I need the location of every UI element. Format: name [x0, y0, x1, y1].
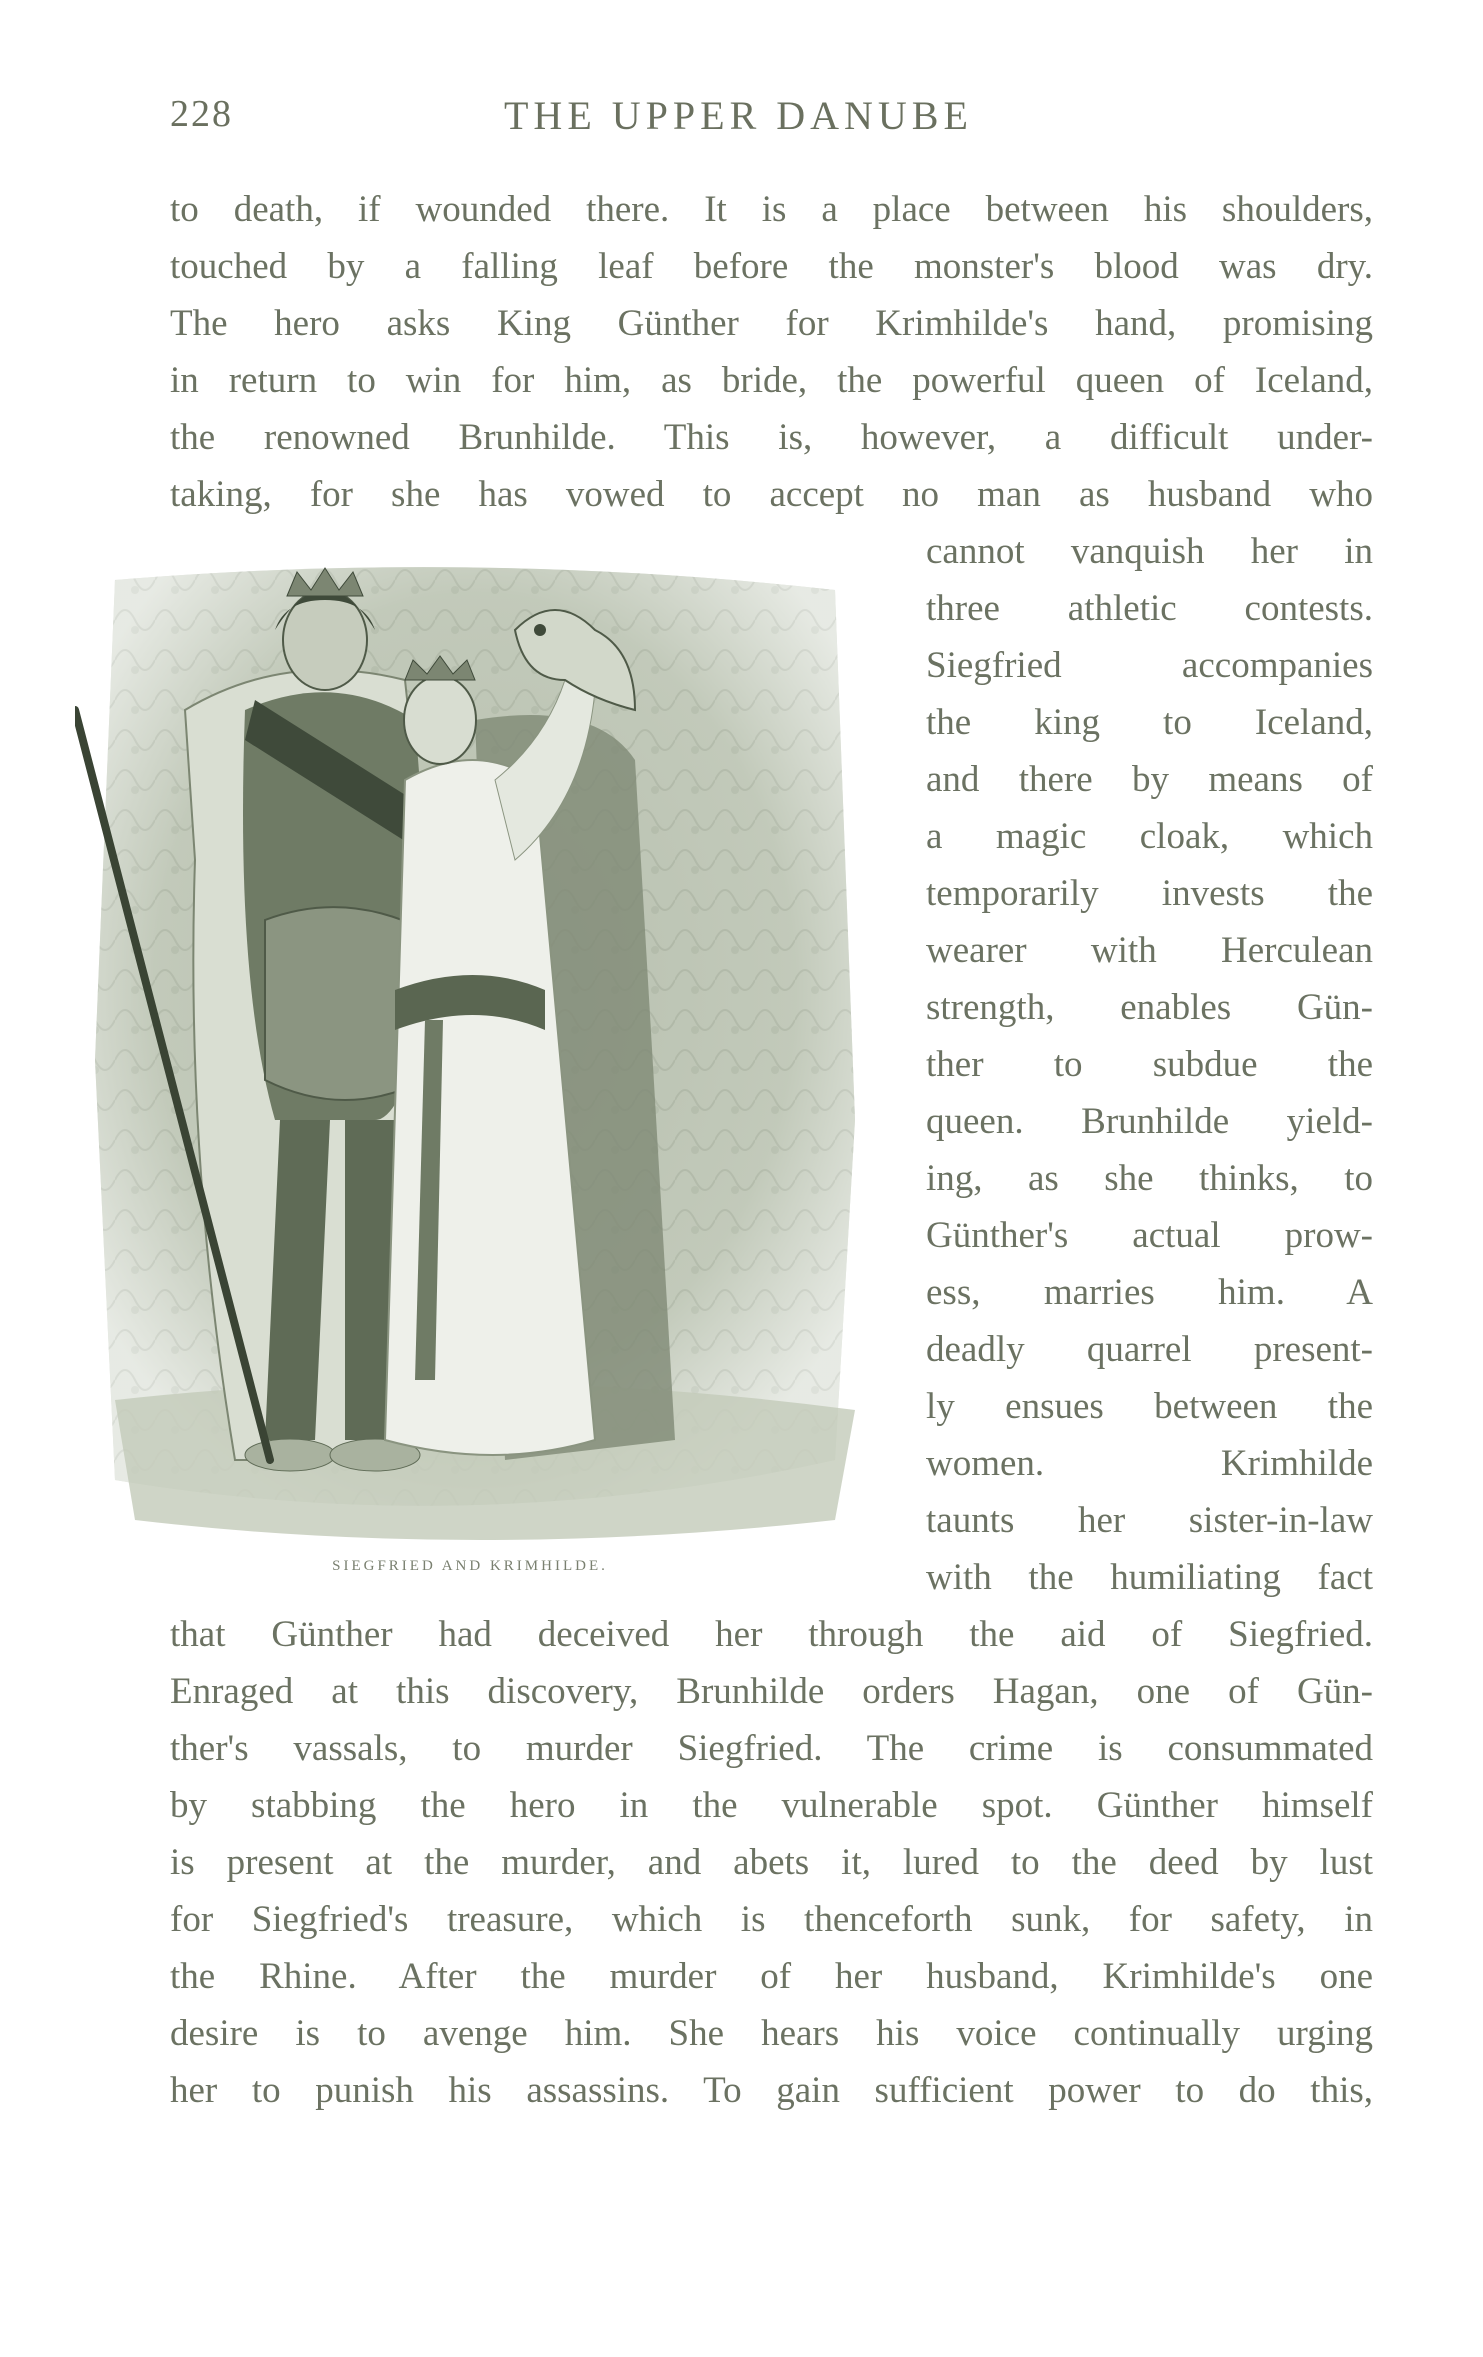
page-number: 228 — [170, 93, 233, 135]
body-line: and there by means of — [926, 759, 1373, 800]
body-line: deadly quarrel present- — [926, 1329, 1373, 1370]
body-line: three athletic contests. — [926, 588, 1373, 629]
body-line: is present at the murder, and abets it, lured to the deed by lust — [170, 1842, 1373, 1883]
body-line: for Siegfried's treasure, which is thenceforth sunk, for safety, in — [170, 1899, 1373, 1940]
body-line: cannot vanquish her in — [926, 531, 1373, 572]
illustration-caption: SIEGFRIED AND KRIMHILDE. — [332, 1558, 608, 1574]
body-line: wearer with Herculean — [926, 930, 1373, 971]
body-line: temporarily invests the — [926, 873, 1373, 914]
body-line: desire is to avenge him. She hears his voice continually urging — [170, 2013, 1373, 2054]
body-line: taunts her sister-in-law — [926, 1500, 1373, 1541]
body-line: to death, if wounded there. It is a place between his shoulders, — [170, 189, 1373, 230]
body-line: the Rhine. After the murder of her husband, Krimhilde's one — [170, 1956, 1373, 1997]
body-line: women. Krimhilde — [926, 1443, 1373, 1484]
engraving-siegfried-and-krimhilde — [75, 560, 875, 1560]
page-header — [170, 92, 1370, 152]
body-line: with the humiliating fact — [926, 1557, 1373, 1598]
body-line: ess, marries him. A — [926, 1272, 1373, 1313]
running-title: THE UPPER DANUBE — [504, 93, 973, 138]
body-line: queen. Brunhilde yield- — [926, 1101, 1373, 1142]
body-line: the king to Iceland, — [926, 702, 1373, 743]
body-line: the renowned Brunhilde. This is, however, a difficult under- — [170, 417, 1373, 458]
body-line: in return to win for him, as bride, the powerful queen of Iceland, — [170, 360, 1373, 401]
body-line: ly ensues between the — [926, 1386, 1373, 1427]
body-line: a magic cloak, which — [926, 816, 1373, 857]
body-line: Enraged at this discovery, Brunhilde orders Hagan, one of Gün- — [170, 1671, 1373, 1712]
body-line: taking, for she has vowed to accept no man as husband who — [170, 474, 1373, 515]
body-line: ther to subdue the — [926, 1044, 1373, 1085]
body-line: ing, as she thinks, to — [926, 1158, 1373, 1199]
body-line: by stabbing the hero in the vulnerable spot. Günther himself — [170, 1785, 1373, 1826]
body-line: her to punish his assassins. To gain sufficient power to do this, — [170, 2070, 1373, 2111]
body-line: that Günther had deceived her through the aid of Siegfried. — [170, 1614, 1373, 1655]
body-line: The hero asks King Günther for Krimhilde's hand, promising — [170, 303, 1373, 344]
body-line: Siegfried accompanies — [926, 645, 1373, 686]
body-line: Günther's actual prow- — [926, 1215, 1373, 1256]
body-line: ther's vassals, to murder Siegfried. The crime is consummated — [170, 1728, 1373, 1769]
body-line: touched by a falling leaf before the monster's blood was dry. — [170, 246, 1373, 287]
body-line: strength, enables Gün- — [926, 987, 1373, 1028]
